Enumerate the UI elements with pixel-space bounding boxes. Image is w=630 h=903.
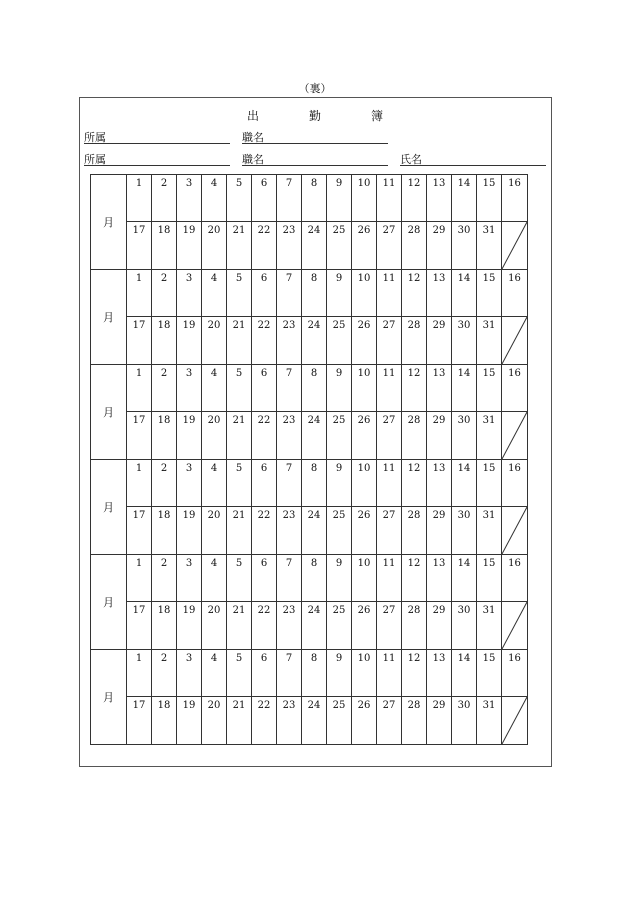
day-cell[interactable]: 5 <box>227 365 252 412</box>
day-cell[interactable]: 30 <box>452 507 477 555</box>
title-char-2: 勤 <box>309 109 322 123</box>
day-cell[interactable]: 4 <box>202 365 227 412</box>
day-cell[interactable]: 9 <box>327 650 352 697</box>
day-cell[interactable]: 22 <box>252 222 277 270</box>
diagonal-slash-icon <box>502 507 527 554</box>
day-cell[interactable]: 17 <box>127 697 152 745</box>
title-char-3: 簿 <box>371 109 384 123</box>
day-cell[interactable]: 1 <box>127 460 152 507</box>
day-cell[interactable]: 4 <box>202 650 227 697</box>
month-cell[interactable]: 月 <box>91 175 127 270</box>
day-cell[interactable]: 3 <box>177 650 202 697</box>
day-cell[interactable]: 13 <box>427 555 452 602</box>
day-cell[interactable]: 8 <box>302 365 327 412</box>
diagonal-slash-icon <box>502 412 527 459</box>
affiliation-label: 所属 <box>84 153 106 166</box>
day-cell[interactable]: 23 <box>277 222 302 270</box>
day-cell[interactable]: 6 <box>252 460 277 507</box>
day-cell[interactable]: 14 <box>452 175 477 222</box>
day-cell[interactable]: 29 <box>427 222 452 270</box>
day-cell[interactable]: 10 <box>352 460 377 507</box>
day-cell[interactable]: 27 <box>377 412 402 460</box>
day-cell[interactable]: 27 <box>377 602 402 650</box>
page-side-label: （裏） <box>298 82 332 95</box>
month-cell[interactable]: 月 <box>91 460 127 555</box>
day-cell[interactable]: 31 <box>477 412 502 460</box>
day-cell[interactable]: 2 <box>152 270 177 317</box>
day-cell[interactable]: 19 <box>177 697 202 745</box>
day-cell[interactable]: 26 <box>352 697 377 745</box>
day-cell[interactable]: 26 <box>352 602 377 650</box>
day-cell[interactable]: 6 <box>252 365 277 412</box>
day-cell[interactable]: 30 <box>452 222 477 270</box>
day-cell[interactable]: 25 <box>327 412 352 460</box>
day-cell[interactable]: 17 <box>127 412 152 460</box>
day-cell[interactable]: 23 <box>277 697 302 745</box>
day-cell[interactable]: 16 <box>502 270 528 317</box>
day-cell[interactable]: 21 <box>227 697 252 745</box>
day-cell[interactable]: 2 <box>152 555 177 602</box>
day-cell[interactable]: 18 <box>152 222 177 270</box>
day-cell[interactable]: 14 <box>452 460 477 507</box>
month-block-row-first <box>91 365 528 412</box>
day-cell[interactable]: 28 <box>402 412 427 460</box>
day-cell[interactable]: 1 <box>127 555 152 602</box>
diagonal-slash-icon <box>502 317 527 364</box>
day-cell[interactable]: 10 <box>352 270 377 317</box>
day-cell[interactable]: 7 <box>277 650 302 697</box>
day-cell[interactable]: 19 <box>177 602 202 650</box>
day-cell[interactable]: 7 <box>277 555 302 602</box>
day-cell[interactable]: 26 <box>352 412 377 460</box>
day-cell[interactable]: 20 <box>202 602 227 650</box>
day-cell[interactable]: 26 <box>352 317 377 365</box>
day-cell[interactable]: 12 <box>402 460 427 507</box>
day-cell[interactable]: 30 <box>452 697 477 745</box>
day-cell[interactable]: 26 <box>352 222 377 270</box>
day-cell[interactable]: 13 <box>427 175 452 222</box>
day-cell[interactable]: 18 <box>152 412 177 460</box>
day-cell[interactable]: 29 <box>427 317 452 365</box>
day-cell[interactable]: 8 <box>302 460 327 507</box>
day-cell[interactable]: 1 <box>127 175 152 222</box>
day-cell[interactable]: 22 <box>252 507 277 555</box>
day-cell[interactable]: 4 <box>202 555 227 602</box>
day-cell[interactable]: 6 <box>252 650 277 697</box>
day-cell[interactable]: 19 <box>177 412 202 460</box>
day-cell[interactable]: 10 <box>352 175 377 222</box>
day-cell[interactable]: 31 <box>477 602 502 650</box>
day-cell[interactable]: 13 <box>427 650 452 697</box>
unused-day-cell <box>502 412 528 460</box>
day-cell[interactable]: 7 <box>277 365 302 412</box>
day-cell[interactable]: 17 <box>127 602 152 650</box>
day-cell[interactable]: 6 <box>252 175 277 222</box>
day-cell[interactable]: 27 <box>377 317 402 365</box>
day-cell[interactable]: 15 <box>477 175 502 222</box>
day-cell[interactable]: 3 <box>177 270 202 317</box>
day-cell[interactable]: 21 <box>227 317 252 365</box>
day-cell[interactable]: 29 <box>427 697 452 745</box>
day-cell[interactable]: 22 <box>252 602 277 650</box>
day-cell[interactable]: 6 <box>252 270 277 317</box>
attendance-grid <box>90 174 528 745</box>
day-cell[interactable]: 8 <box>302 555 327 602</box>
day-cell[interactable]: 15 <box>477 365 502 412</box>
day-cell[interactable]: 11 <box>377 460 402 507</box>
day-cell[interactable]: 29 <box>427 412 452 460</box>
day-cell[interactable]: 27 <box>377 222 402 270</box>
unused-day-cell <box>502 507 528 555</box>
day-cell[interactable]: 10 <box>352 365 377 412</box>
day-cell[interactable]: 19 <box>177 507 202 555</box>
day-cell[interactable]: 20 <box>202 507 227 555</box>
day-cell[interactable]: 21 <box>227 222 252 270</box>
day-cell[interactable]: 5 <box>227 460 252 507</box>
affiliation-field[interactable] <box>84 143 230 144</box>
day-cell[interactable]: 12 <box>402 365 427 412</box>
day-cell[interactable]: 15 <box>477 555 502 602</box>
day-cell[interactable]: 21 <box>227 412 252 460</box>
affiliation-field[interactable] <box>84 165 230 166</box>
position-field[interactable] <box>242 143 388 144</box>
day-cell[interactable]: 27 <box>377 697 402 745</box>
day-cell[interactable]: 5 <box>227 650 252 697</box>
day-cell[interactable]: 18 <box>152 697 177 745</box>
day-cell[interactable]: 2 <box>152 175 177 222</box>
diagonal-slash-icon <box>502 602 527 649</box>
day-cell[interactable]: 20 <box>202 317 227 365</box>
diagonal-slash-icon <box>502 222 527 269</box>
day-cell[interactable]: 18 <box>152 602 177 650</box>
day-cell[interactable]: 11 <box>377 175 402 222</box>
day-cell[interactable]: 24 <box>302 507 327 555</box>
day-cell[interactable]: 20 <box>202 412 227 460</box>
day-cell[interactable]: 30 <box>452 317 477 365</box>
month-block-row-first <box>91 650 528 697</box>
name-label: 氏名 <box>400 153 422 166</box>
day-cell[interactable]: 5 <box>227 555 252 602</box>
day-cell[interactable]: 13 <box>427 270 452 317</box>
month-block-row-second <box>91 507 528 555</box>
day-cell[interactable]: 4 <box>202 270 227 317</box>
month-block-row-first <box>91 270 528 317</box>
day-cell[interactable]: 2 <box>152 460 177 507</box>
day-cell[interactable]: 25 <box>327 317 352 365</box>
day-cell[interactable]: 29 <box>427 602 452 650</box>
day-cell[interactable]: 25 <box>327 697 352 745</box>
day-cell[interactable]: 20 <box>202 222 227 270</box>
month-block-row-second <box>91 602 528 650</box>
day-cell[interactable]: 11 <box>377 365 402 412</box>
name-field[interactable] <box>400 165 546 166</box>
day-cell[interactable]: 25 <box>327 602 352 650</box>
day-cell[interactable]: 8 <box>302 270 327 317</box>
day-cell[interactable]: 1 <box>127 270 152 317</box>
day-cell[interactable]: 31 <box>477 507 502 555</box>
day-cell[interactable]: 21 <box>227 602 252 650</box>
day-cell[interactable]: 21 <box>227 507 252 555</box>
month-block-row-second <box>91 697 528 745</box>
day-cell[interactable]: 23 <box>277 507 302 555</box>
day-cell[interactable]: 6 <box>252 555 277 602</box>
day-cell[interactable]: 23 <box>277 602 302 650</box>
month-block-row-second <box>91 317 528 365</box>
day-cell[interactable]: 12 <box>402 650 427 697</box>
day-cell[interactable]: 9 <box>327 460 352 507</box>
day-cell[interactable]: 28 <box>402 507 427 555</box>
position-label: 職名 <box>242 153 264 166</box>
day-cell[interactable]: 19 <box>177 222 202 270</box>
day-cell[interactable]: 24 <box>302 412 327 460</box>
day-cell[interactable]: 23 <box>277 317 302 365</box>
day-cell[interactable]: 13 <box>427 460 452 507</box>
month-block-row-first <box>91 555 528 602</box>
day-cell[interactable]: 8 <box>302 650 327 697</box>
day-cell[interactable]: 16 <box>502 460 528 507</box>
day-cell[interactable]: 16 <box>502 555 528 602</box>
day-cell[interactable]: 10 <box>352 650 377 697</box>
day-cell[interactable]: 14 <box>452 270 477 317</box>
day-cell[interactable]: 11 <box>377 270 402 317</box>
day-cell[interactable]: 28 <box>402 317 427 365</box>
day-cell[interactable]: 23 <box>277 412 302 460</box>
day-cell[interactable]: 19 <box>177 317 202 365</box>
day-cell[interactable]: 1 <box>127 650 152 697</box>
day-cell[interactable]: 8 <box>302 175 327 222</box>
day-cell[interactable]: 9 <box>327 270 352 317</box>
day-cell[interactable]: 24 <box>302 222 327 270</box>
day-cell[interactable]: 15 <box>477 650 502 697</box>
day-cell[interactable]: 3 <box>177 555 202 602</box>
day-cell[interactable]: 31 <box>477 317 502 365</box>
day-cell[interactable]: 31 <box>477 697 502 745</box>
day-cell[interactable]: 7 <box>277 175 302 222</box>
day-cell[interactable]: 29 <box>427 507 452 555</box>
day-cell[interactable]: 17 <box>127 222 152 270</box>
diagonal-slash-icon <box>502 697 527 744</box>
day-cell[interactable]: 26 <box>352 507 377 555</box>
day-cell[interactable]: 3 <box>177 460 202 507</box>
day-cell[interactable]: 24 <box>302 602 327 650</box>
day-cell[interactable]: 18 <box>152 317 177 365</box>
day-cell[interactable]: 12 <box>402 555 427 602</box>
day-cell[interactable]: 9 <box>327 365 352 412</box>
day-cell[interactable]: 28 <box>402 222 427 270</box>
day-cell[interactable]: 27 <box>377 507 402 555</box>
month-cell[interactable]: 月 <box>91 365 127 460</box>
day-cell[interactable]: 16 <box>502 365 528 412</box>
day-cell[interactable]: 14 <box>452 650 477 697</box>
day-cell[interactable]: 15 <box>477 270 502 317</box>
month-block-row-first <box>91 460 528 507</box>
day-cell[interactable]: 7 <box>277 460 302 507</box>
day-cell[interactable]: 5 <box>227 175 252 222</box>
day-cell[interactable]: 25 <box>327 222 352 270</box>
day-cell[interactable]: 5 <box>227 270 252 317</box>
day-cell[interactable]: 22 <box>252 317 277 365</box>
day-cell[interactable]: 11 <box>377 555 402 602</box>
day-cell[interactable]: 14 <box>452 555 477 602</box>
day-cell[interactable]: 16 <box>502 650 528 697</box>
day-cell[interactable]: 11 <box>377 650 402 697</box>
day-cell[interactable]: 28 <box>402 602 427 650</box>
day-cell[interactable]: 31 <box>477 222 502 270</box>
unused-day-cell <box>502 697 528 745</box>
day-cell[interactable]: 2 <box>152 365 177 412</box>
month-block-row-second <box>91 222 528 270</box>
affiliation-label: 所属 <box>84 131 106 144</box>
day-cell[interactable]: 9 <box>327 175 352 222</box>
day-cell[interactable]: 3 <box>177 175 202 222</box>
month-cell[interactable]: 月 <box>91 270 127 365</box>
day-cell[interactable]: 17 <box>127 317 152 365</box>
month-cell[interactable]: 月 <box>91 555 127 650</box>
day-cell[interactable]: 10 <box>352 555 377 602</box>
day-cell[interactable]: 30 <box>452 602 477 650</box>
day-cell[interactable]: 14 <box>452 365 477 412</box>
day-cell[interactable]: 24 <box>302 697 327 745</box>
day-cell[interactable]: 28 <box>402 697 427 745</box>
day-cell[interactable]: 4 <box>202 460 227 507</box>
day-cell[interactable]: 16 <box>502 175 528 222</box>
day-cell[interactable]: 1 <box>127 365 152 412</box>
day-cell[interactable]: 7 <box>277 270 302 317</box>
day-cell[interactable]: 3 <box>177 365 202 412</box>
day-cell[interactable]: 4 <box>202 175 227 222</box>
day-cell[interactable]: 12 <box>402 270 427 317</box>
day-cell[interactable]: 18 <box>152 507 177 555</box>
unused-day-cell <box>502 317 528 365</box>
unused-day-cell <box>502 222 528 270</box>
day-cell[interactable]: 13 <box>427 365 452 412</box>
day-cell[interactable]: 2 <box>152 650 177 697</box>
day-cell[interactable]: 22 <box>252 697 277 745</box>
day-cell[interactable]: 25 <box>327 507 352 555</box>
unused-day-cell <box>502 602 528 650</box>
day-cell[interactable]: 17 <box>127 507 152 555</box>
day-cell[interactable]: 15 <box>477 460 502 507</box>
day-cell[interactable]: 9 <box>327 555 352 602</box>
day-cell[interactable]: 30 <box>452 412 477 460</box>
position-field[interactable] <box>242 165 388 166</box>
day-cell[interactable]: 12 <box>402 175 427 222</box>
month-block-row-second <box>91 412 528 460</box>
month-block-row-first <box>91 175 528 222</box>
month-cell[interactable]: 月 <box>91 650 127 745</box>
day-cell[interactable]: 22 <box>252 412 277 460</box>
day-cell[interactable]: 24 <box>302 317 327 365</box>
position-label: 職名 <box>242 131 264 144</box>
day-cell[interactable]: 20 <box>202 697 227 745</box>
title-char-1: 出 <box>247 109 260 123</box>
